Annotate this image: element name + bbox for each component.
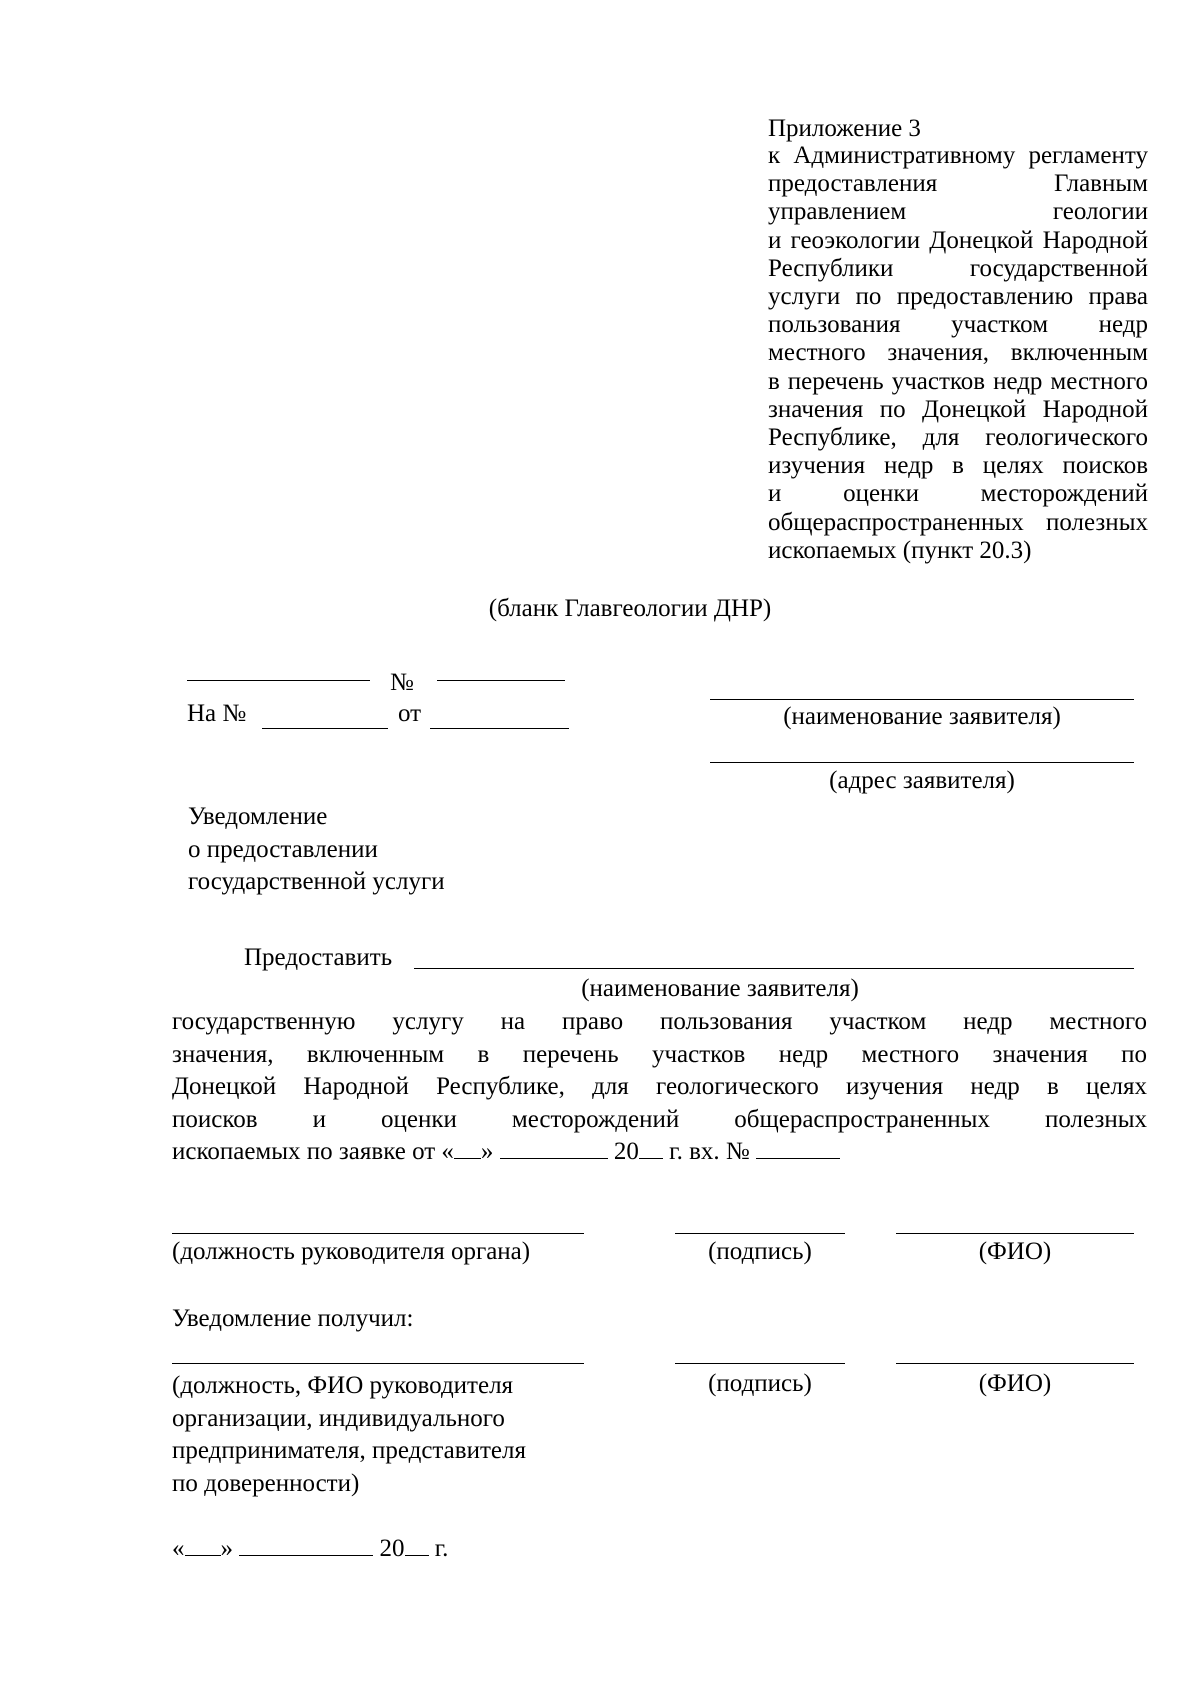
quote-close: » — [480, 1138, 494, 1165]
recipient-caption-line: организации, индивидуального — [172, 1404, 505, 1432]
notice-title — [188, 801, 445, 899]
appendix-line: общераспространенных полезных — [768, 508, 1148, 536]
applicant-name-caption: (наименование заявителя) — [783, 703, 1061, 730]
outgoing-number-blank[interactable] — [437, 680, 565, 681]
applicant-name-blank[interactable] — [710, 699, 1134, 700]
application-month-blank[interactable] — [500, 1138, 608, 1159]
applicant-address-blank[interactable] — [710, 762, 1134, 763]
incoming-number-blank[interactable] — [756, 1138, 840, 1159]
appendix-line-last: ископаемых (пункт 20.3) — [768, 536, 1032, 564]
date-close-quote: » — [220, 1535, 233, 1562]
blank-caption: (бланк Главгеологии ДНР) — [488, 595, 772, 622]
ref-number-blank[interactable] — [262, 728, 388, 729]
appendix-line: значения по Донецкой Народной — [768, 395, 1148, 423]
recipient-caption-line: по доверенности) — [172, 1469, 360, 1497]
official-name-caption: (ФИО) — [978, 1238, 1052, 1265]
notice-title-line: государственной услуги — [188, 868, 445, 895]
outgoing-date-blank[interactable] — [187, 680, 370, 681]
recipient-name-blank[interactable] — [896, 1363, 1134, 1364]
appendix-line: к Административному регламенту — [768, 142, 1148, 169]
appendix-line: предоставления Главным — [768, 170, 1148, 198]
appendix-header — [768, 115, 1148, 565]
number-sign: № — [390, 669, 414, 696]
recipient-caption-line: предпринимателя, представителя — [172, 1437, 526, 1464]
appendix-line: Республике, для геологического — [768, 424, 1148, 452]
date-month-blank[interactable] — [239, 1535, 373, 1556]
paragraph-line: государственную услугу на право пользования участком недр местного — [172, 1008, 1147, 1035]
ref-date-label: от — [398, 700, 422, 727]
appendix-line: пользования участком недр — [768, 311, 1148, 339]
notice-title-line: о предоставлении — [188, 835, 378, 863]
official-name-blank[interactable] — [896, 1233, 1134, 1234]
appendix-line: в перечень участков недр местного — [768, 367, 1148, 395]
appendix-line: и геоэкологии Донецкой Народной — [768, 226, 1148, 254]
official-position-caption: (должность руководителя органа) — [172, 1238, 531, 1265]
recipient-name-caption: (ФИО) — [978, 1370, 1052, 1397]
official-signature-caption: (подпись) — [708, 1238, 812, 1265]
received-label: Уведомление получил: — [172, 1305, 414, 1332]
appendix-line: и оценки месторождений — [768, 480, 1148, 508]
application-year-blank[interactable] — [639, 1138, 663, 1159]
appendix-line: управлением геологии — [768, 198, 1148, 226]
date-line — [172, 1535, 448, 1563]
appendix-line: местного значения, включенным — [768, 339, 1148, 367]
appendix-line: услуги по предоставлению права — [768, 283, 1148, 311]
application-from-text: ископаемых по заявке от « — [172, 1138, 454, 1165]
ref-number-label: На № — [187, 700, 247, 727]
paragraph-line: значения, включенным в перечень участков недр местного значения по — [172, 1040, 1147, 1068]
main-paragraph — [172, 1006, 1147, 1169]
paragraph-line: Донецкой Народной Республике, для геологического изучения недр в целях — [172, 1073, 1147, 1100]
date-year-prefix: 20 — [379, 1535, 405, 1562]
recipient-caption-line: (должность, ФИО руководителя — [172, 1372, 514, 1399]
year-prefix: 20 — [613, 1138, 639, 1165]
recipient-signature-caption: (подпись) — [708, 1370, 812, 1397]
appendix-line: Республики государственной — [768, 254, 1148, 282]
recipient-position-blank[interactable] — [172, 1363, 584, 1364]
paragraph-line: поисков и оценки месторождений общераспространенных полезных — [172, 1105, 1147, 1133]
provide-applicant-caption: (наименование заявителя) — [581, 975, 859, 1002]
official-position-blank[interactable] — [172, 1233, 584, 1234]
date-open-quote: « — [172, 1535, 185, 1562]
application-day-blank[interactable] — [454, 1138, 481, 1159]
date-year-blank[interactable] — [405, 1535, 429, 1556]
date-year-suffix: г. — [434, 1535, 449, 1562]
incoming-label: г. вх. № — [669, 1138, 750, 1165]
paragraph-last-line — [172, 1136, 1147, 1169]
recipient-signature-blank[interactable] — [675, 1363, 845, 1364]
applicant-address-caption: (адрес заявителя) — [829, 767, 1015, 794]
appendix-line: изучения недр в целях поисков — [768, 452, 1148, 480]
date-day-blank[interactable] — [185, 1535, 221, 1556]
provide-label: Предоставить — [244, 944, 393, 971]
official-signature-blank[interactable] — [675, 1233, 845, 1234]
recipient-position-caption — [172, 1370, 526, 1500]
appendix-title: Приложение 3 — [768, 115, 921, 142]
notice-title-line: Уведомление — [188, 803, 328, 830]
provide-applicant-blank[interactable] — [414, 968, 1134, 969]
ref-date-blank[interactable] — [430, 728, 569, 729]
